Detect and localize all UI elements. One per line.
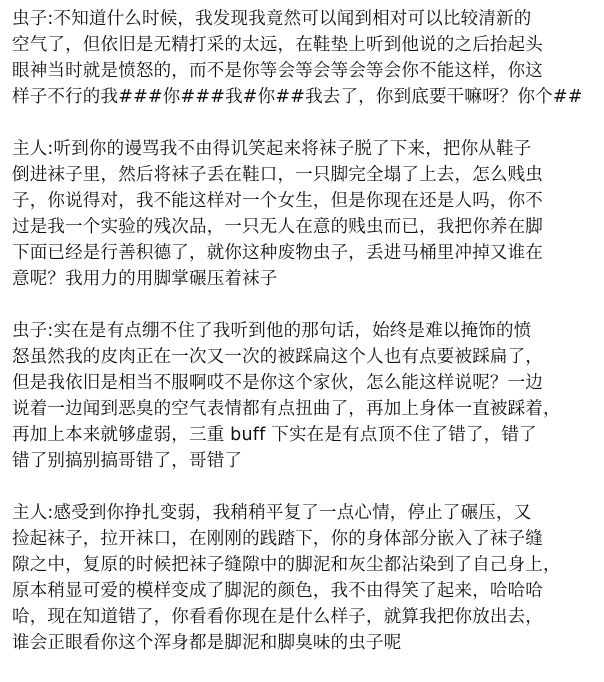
text-line: 子，你说得对，我不能这样对一个女生，但是你现在还是人吗，你不	[12, 191, 543, 211]
text-line: 谁会正眼看你这个浑身都是脚泥和脚臭味的虫子呢	[12, 633, 402, 653]
text-line: 意呢？我用力的用脚掌碾压着袜子	[12, 269, 278, 289]
text-line: 样子不行的我###你###我#你##我去了，你到底要干嘛呀？你个##	[12, 87, 583, 107]
text-line: 眼神当时就是愤怒的，而不是你等会等会等会等会你不能这样，你这	[12, 61, 543, 81]
text-line: 隙之中，复原的时候把袜子缝隙中的脚泥和灰尘都沾染到了自己身上，	[12, 555, 561, 575]
text-line: 倒进袜子里，然后将袜子丢在鞋口，一只脚完全塌了上去，怎么贱虫	[12, 165, 543, 185]
text-line: 虫子:实在是有点绷不住了我听到他的那句话，始终是难以掩饰的愤	[12, 321, 532, 341]
text-line: 怒虽然我的皮肉正在一次又一次的被踩扁这个人也有点要被踩扁了，	[12, 347, 543, 367]
document-body	[12, 6, 592, 682]
text-line: 再加上本来就够虚弱，三重 buff 下实在是有点顶不住了错了，错了	[12, 425, 537, 445]
text-line: 空气了，但依旧是无精打采的太远，在鞋垫上听到他说的之后抬起头	[12, 35, 543, 55]
text-line: 主人:听到你的谩骂我不由得讥笑起来将袜子脱了下来，把你从鞋子	[12, 139, 532, 159]
paragraph-master-2	[12, 500, 592, 656]
text-line: 原本稍显可爱的模样变成了脚泥的颜色，我不由得笑了起来，哈哈哈	[12, 581, 543, 601]
paragraph-bug-2	[12, 318, 592, 474]
text-line: 错了别搞别搞哥错了，哥错了	[12, 451, 243, 471]
text-line: 过是我一个实验的残次品，一只无人在意的贱虫而已，我把你养在脚	[12, 217, 543, 237]
text-line: 说着一边闻到恶臭的空气表情都有点扭曲了，再加上身体一直被踩着，	[12, 399, 561, 419]
paragraph-bug-1	[12, 6, 592, 110]
text-line: 但是我依旧是相当不服啊哎不是你这个家伙，怎么能这样说呢？一边	[12, 373, 543, 393]
text-line: 下面已经是行善积德了，就你这种废物虫子，丢进马桶里冲掉又谁在	[12, 243, 543, 263]
text-line: 主人:感受到你挣扎变弱，我稍稍平复了一点心情，停止了碾压，又	[12, 503, 532, 523]
text-line: 哈，现在知道错了，你看看你现在是什么样子，就算我把你放出去，	[12, 607, 543, 627]
paragraph-master-1	[12, 136, 592, 292]
text-line: 捡起袜子，拉开袜口，在刚刚的践踏下，你的身体部分嵌入了袜子缝	[12, 529, 543, 549]
text-line: 虫子:不知道什么时候，我发现我竟然可以闻到相对可以比较清新的	[12, 9, 532, 29]
